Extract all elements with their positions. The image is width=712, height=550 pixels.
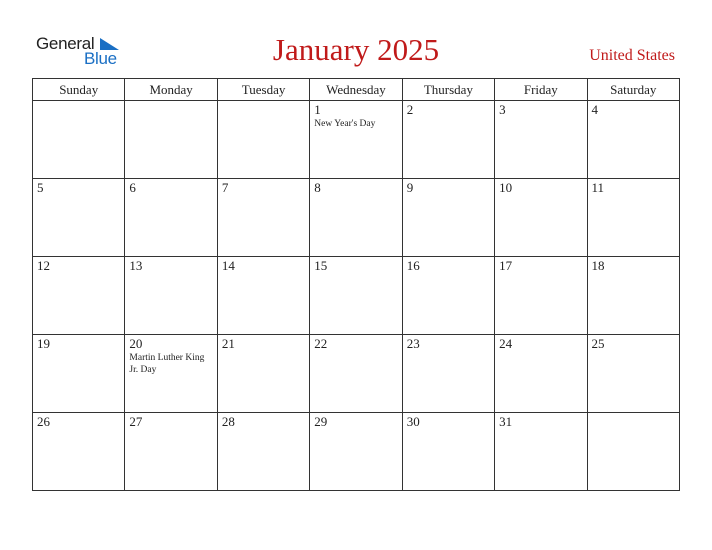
day-number: 22 (314, 336, 328, 351)
logo-text-general: General (36, 34, 95, 53)
day-number: 8 (314, 180, 321, 195)
weekday-header: Tuesday (217, 79, 309, 101)
day-cell (587, 257, 679, 335)
day-cell (587, 101, 679, 179)
day-cell (402, 179, 494, 257)
day-number: 5 (37, 180, 44, 195)
day-cell (217, 179, 309, 257)
day-cell (33, 413, 125, 491)
day-cell (495, 257, 587, 335)
day-cell (310, 413, 402, 491)
day-cell (125, 179, 217, 257)
day-cell (587, 179, 679, 257)
day-cell (310, 257, 402, 335)
day-number: 29 (314, 414, 328, 429)
day-number: 17 (499, 258, 513, 273)
day-cell (125, 101, 217, 179)
day-number: 4 (591, 102, 599, 117)
day-number (588, 413, 679, 414)
day-number: 11 (591, 180, 605, 195)
day-number: 13 (129, 258, 143, 273)
calendar-grid (32, 78, 680, 491)
day-cell (402, 413, 494, 491)
day-number: 26 (37, 414, 50, 429)
week-row (33, 257, 680, 335)
day-cell (495, 413, 587, 491)
week-row (33, 413, 680, 491)
holiday-label: New Year's Day (314, 119, 376, 129)
day-number: 31 (499, 414, 513, 429)
day-cell (33, 335, 125, 413)
day-cell (33, 257, 125, 335)
day-number: 20 (129, 336, 143, 351)
day-cell (402, 335, 494, 413)
day-cell (495, 335, 587, 413)
logo-text-blue: Blue (84, 49, 117, 68)
day-number: 18 (591, 258, 605, 273)
day-number: 19 (37, 336, 50, 351)
country-label: United States (589, 47, 675, 64)
day-cell (587, 413, 679, 491)
day-number (33, 101, 124, 102)
day-cell (495, 179, 587, 257)
day-number (125, 101, 216, 102)
day-cell (310, 101, 402, 179)
day-number: 24 (499, 336, 513, 351)
day-number: 25 (591, 336, 605, 351)
day-cell (125, 257, 217, 335)
week-row (33, 179, 680, 257)
weekday-header-row (33, 79, 680, 101)
day-cell (125, 335, 217, 413)
week-row (33, 335, 680, 413)
day-number: 27 (129, 414, 143, 429)
day-number (218, 101, 309, 102)
page-title: January 2025 (272, 32, 440, 67)
day-number: 15 (314, 258, 328, 273)
weekday-header: Thursday (402, 79, 494, 101)
day-cell (125, 413, 217, 491)
day-number: 16 (406, 258, 420, 273)
day-number: 7 (221, 180, 229, 195)
day-number: 23 (406, 336, 420, 351)
day-number: 28 (221, 414, 235, 429)
day-cell (310, 335, 402, 413)
day-number: 21 (221, 336, 235, 351)
weekday-header: Saturday (587, 79, 679, 101)
day-cell (33, 179, 125, 257)
day-number: 9 (406, 180, 414, 195)
day-cell (495, 101, 587, 179)
weekday-header: Friday (495, 79, 587, 101)
day-cell (217, 101, 309, 179)
day-cell (217, 335, 309, 413)
day-cell (402, 257, 494, 335)
day-number: 14 (221, 258, 235, 273)
day-number: 3 (499, 102, 506, 117)
day-number: 12 (37, 258, 50, 273)
day-cell (217, 257, 309, 335)
day-cell (217, 413, 309, 491)
day-number: 1 (314, 102, 321, 117)
day-number: 2 (406, 102, 414, 117)
day-cell (33, 101, 125, 179)
weekday-header: Wednesday (310, 79, 402, 101)
day-number: 30 (406, 414, 420, 429)
day-number: 6 (129, 180, 136, 195)
day-cell (402, 101, 494, 179)
weekday-header: Monday (125, 79, 217, 101)
weekday-header: Sunday (33, 79, 125, 101)
holiday-label: Martin Luther King Jr. Day (129, 353, 205, 375)
day-number: 10 (499, 180, 513, 195)
day-cell (310, 179, 402, 257)
day-cell (587, 335, 679, 413)
week-row (33, 101, 680, 179)
